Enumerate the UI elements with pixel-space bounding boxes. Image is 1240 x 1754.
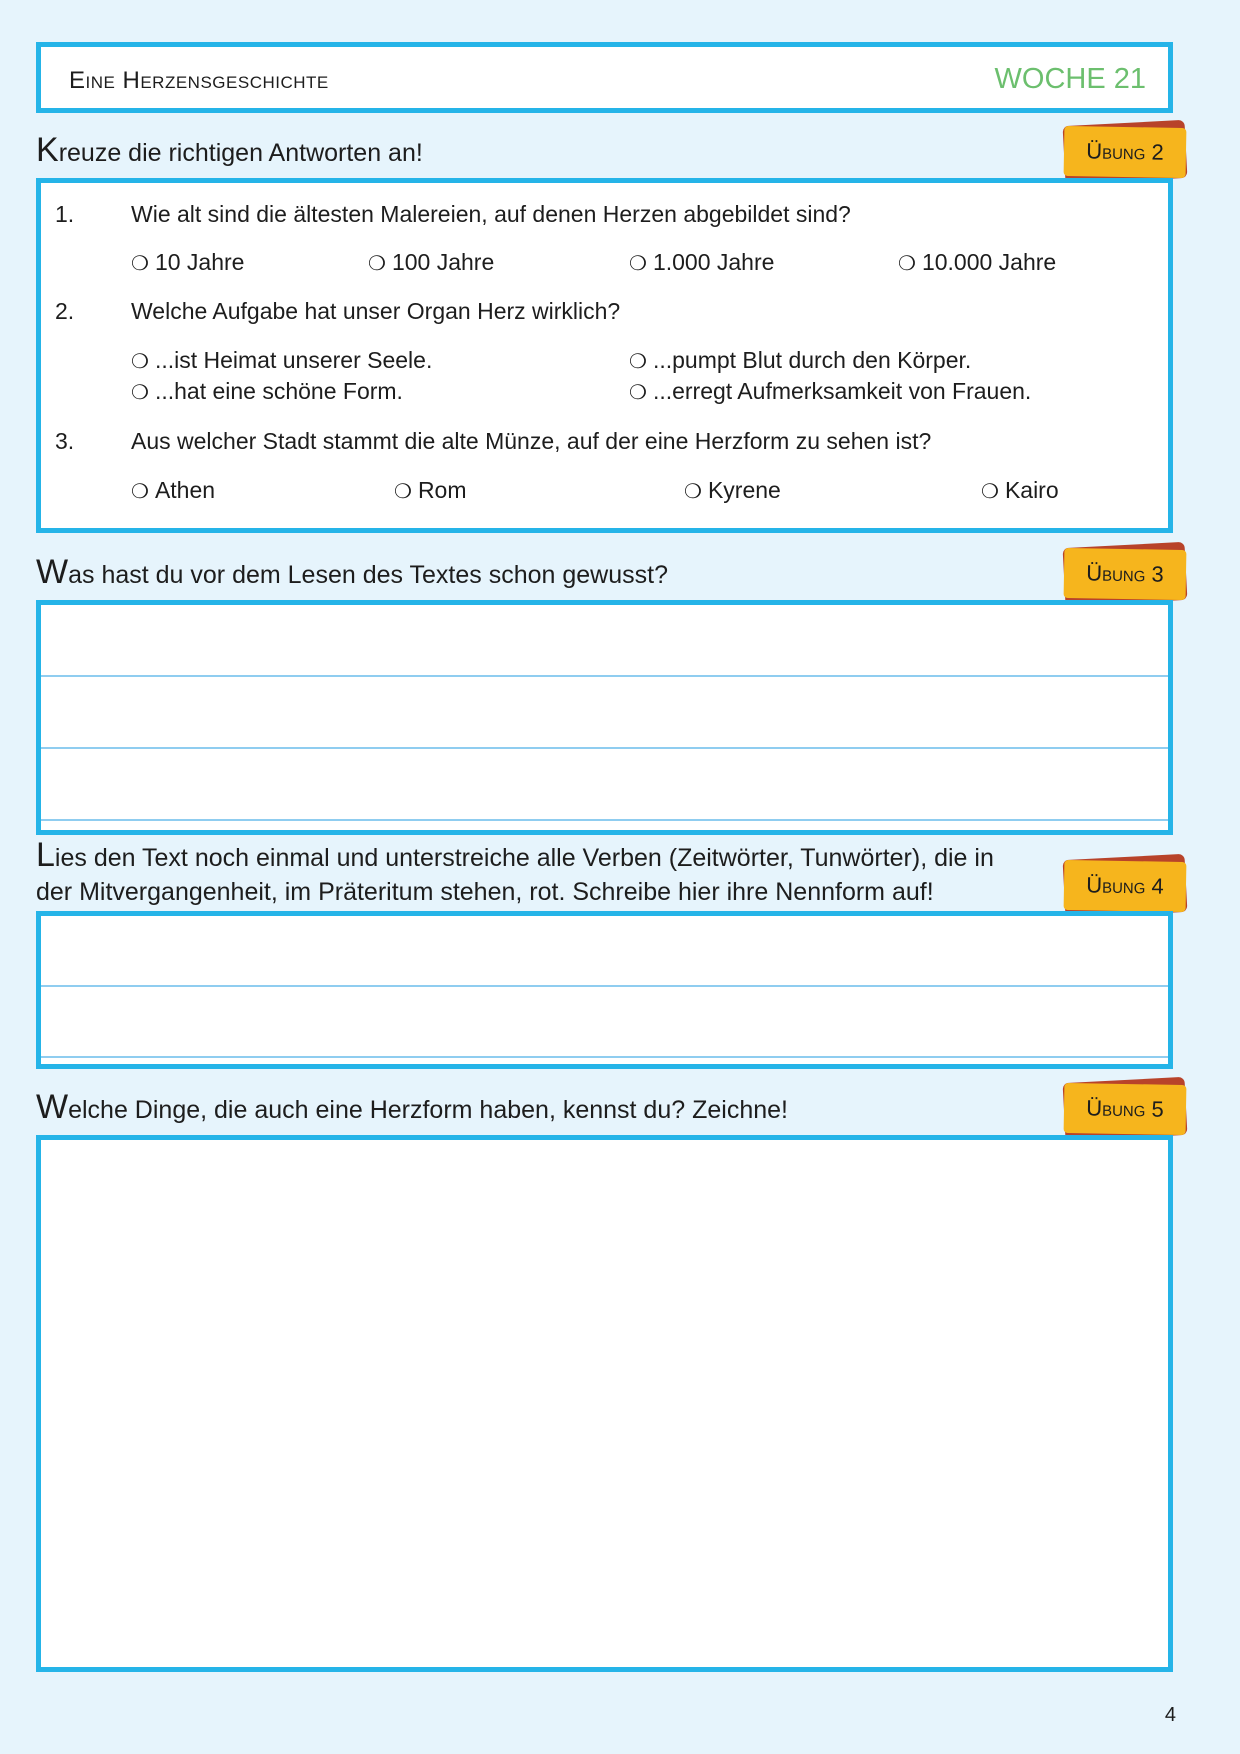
q1-number: 1.: [55, 201, 75, 227]
q2-option-2[interactable]: ❍ ...pumpt Blut durch den Körper.: [629, 347, 972, 373]
q1-option-2[interactable]: ❍ 100 Jahre: [368, 249, 495, 275]
ex2-badge: Übung 2: [1062, 123, 1188, 181]
radio-circle-icon: ❍: [629, 253, 647, 275]
writing-line: [41, 819, 1168, 821]
page-number: 4: [1164, 1704, 1176, 1726]
q2-option-3[interactable]: ❍ ...hat eine schöne Form.: [131, 378, 403, 404]
week-label: WOCHE 21: [994, 63, 1146, 95]
ex2-instruction: Kreuze die richtigen Antworten an!: [36, 131, 423, 169]
ex3-writing-box[interactable]: [36, 600, 1173, 835]
writing-line: [41, 985, 1168, 987]
ex5-badge: Übung 5: [1062, 1080, 1188, 1138]
ex4-writing-box[interactable]: [36, 911, 1173, 1069]
ex2-box: [36, 178, 1173, 533]
q3-number: 3.: [55, 428, 75, 454]
q2-number: 2.: [55, 298, 75, 324]
ex4-badge: Übung 4: [1062, 857, 1188, 915]
q1-option-1[interactable]: ❍ 10 Jahre: [131, 249, 245, 275]
radio-circle-icon: ❍: [629, 382, 647, 404]
ex4-instruction: Lies den Text noch einmal und unterstreiche alle Verben (Zeitwörter, Tunwörter), die in der Mitvergangenheit, im Präteritum stehen, rot. Schreibe hier ihre Nennform auf!: [36, 836, 994, 906]
radio-circle-icon: ❍: [368, 253, 386, 275]
q3-option-3[interactable]: ❍ Kyrene: [684, 477, 781, 503]
q3-text: Aus welcher Stadt stammt die alte Münze, auf der eine Herzform zu sehen ist?: [131, 428, 932, 454]
q2-option-1[interactable]: ❍ ...ist Heimat unserer Seele.: [131, 347, 433, 373]
q1-option-4[interactable]: ❍ 10.000 Jahre: [898, 249, 1057, 275]
q3-option-2[interactable]: ❍ Rom: [394, 477, 467, 503]
q2-text: Welche Aufgabe hat unser Organ Herz wirklich?: [131, 298, 621, 324]
radio-circle-icon: ❍: [131, 382, 149, 404]
q3-option-1[interactable]: ❍ Athen: [131, 477, 216, 503]
radio-circle-icon: ❍: [131, 481, 149, 503]
q3-option-4[interactable]: ❍ Kairo: [981, 477, 1059, 503]
q1-option-3[interactable]: ❍ 1.000 Jahre: [629, 249, 775, 275]
radio-circle-icon: ❍: [394, 481, 412, 503]
radio-circle-icon: ❍: [898, 253, 916, 275]
q1-text: Wie alt sind die ältesten Malereien, auf denen Herzen abgebildet sind?: [131, 201, 851, 227]
ex5-drawing-box[interactable]: [36, 1135, 1173, 1672]
ex5-instruction: Welche Dinge, die auch eine Herzform haben, kennst du? Zeichne!: [36, 1088, 788, 1126]
header-box: [36, 42, 1173, 113]
ex3-badge: Übung 3: [1062, 545, 1188, 603]
radio-circle-icon: ❍: [629, 351, 647, 373]
ex3-instruction: Was hast du vor dem Lesen des Textes schon gewusst?: [36, 553, 668, 591]
writing-line: [41, 675, 1168, 677]
radio-circle-icon: ❍: [684, 481, 702, 503]
q2-option-4[interactable]: ❍ ...erregt Aufmerksamkeit von Frauen.: [629, 378, 1032, 404]
radio-circle-icon: ❍: [131, 351, 149, 373]
writing-line: [41, 747, 1168, 749]
radio-circle-icon: ❍: [981, 481, 999, 503]
radio-circle-icon: ❍: [131, 253, 149, 275]
worksheet-title: Eine Herzensgeschichte: [69, 67, 329, 94]
writing-line: [41, 1056, 1168, 1058]
